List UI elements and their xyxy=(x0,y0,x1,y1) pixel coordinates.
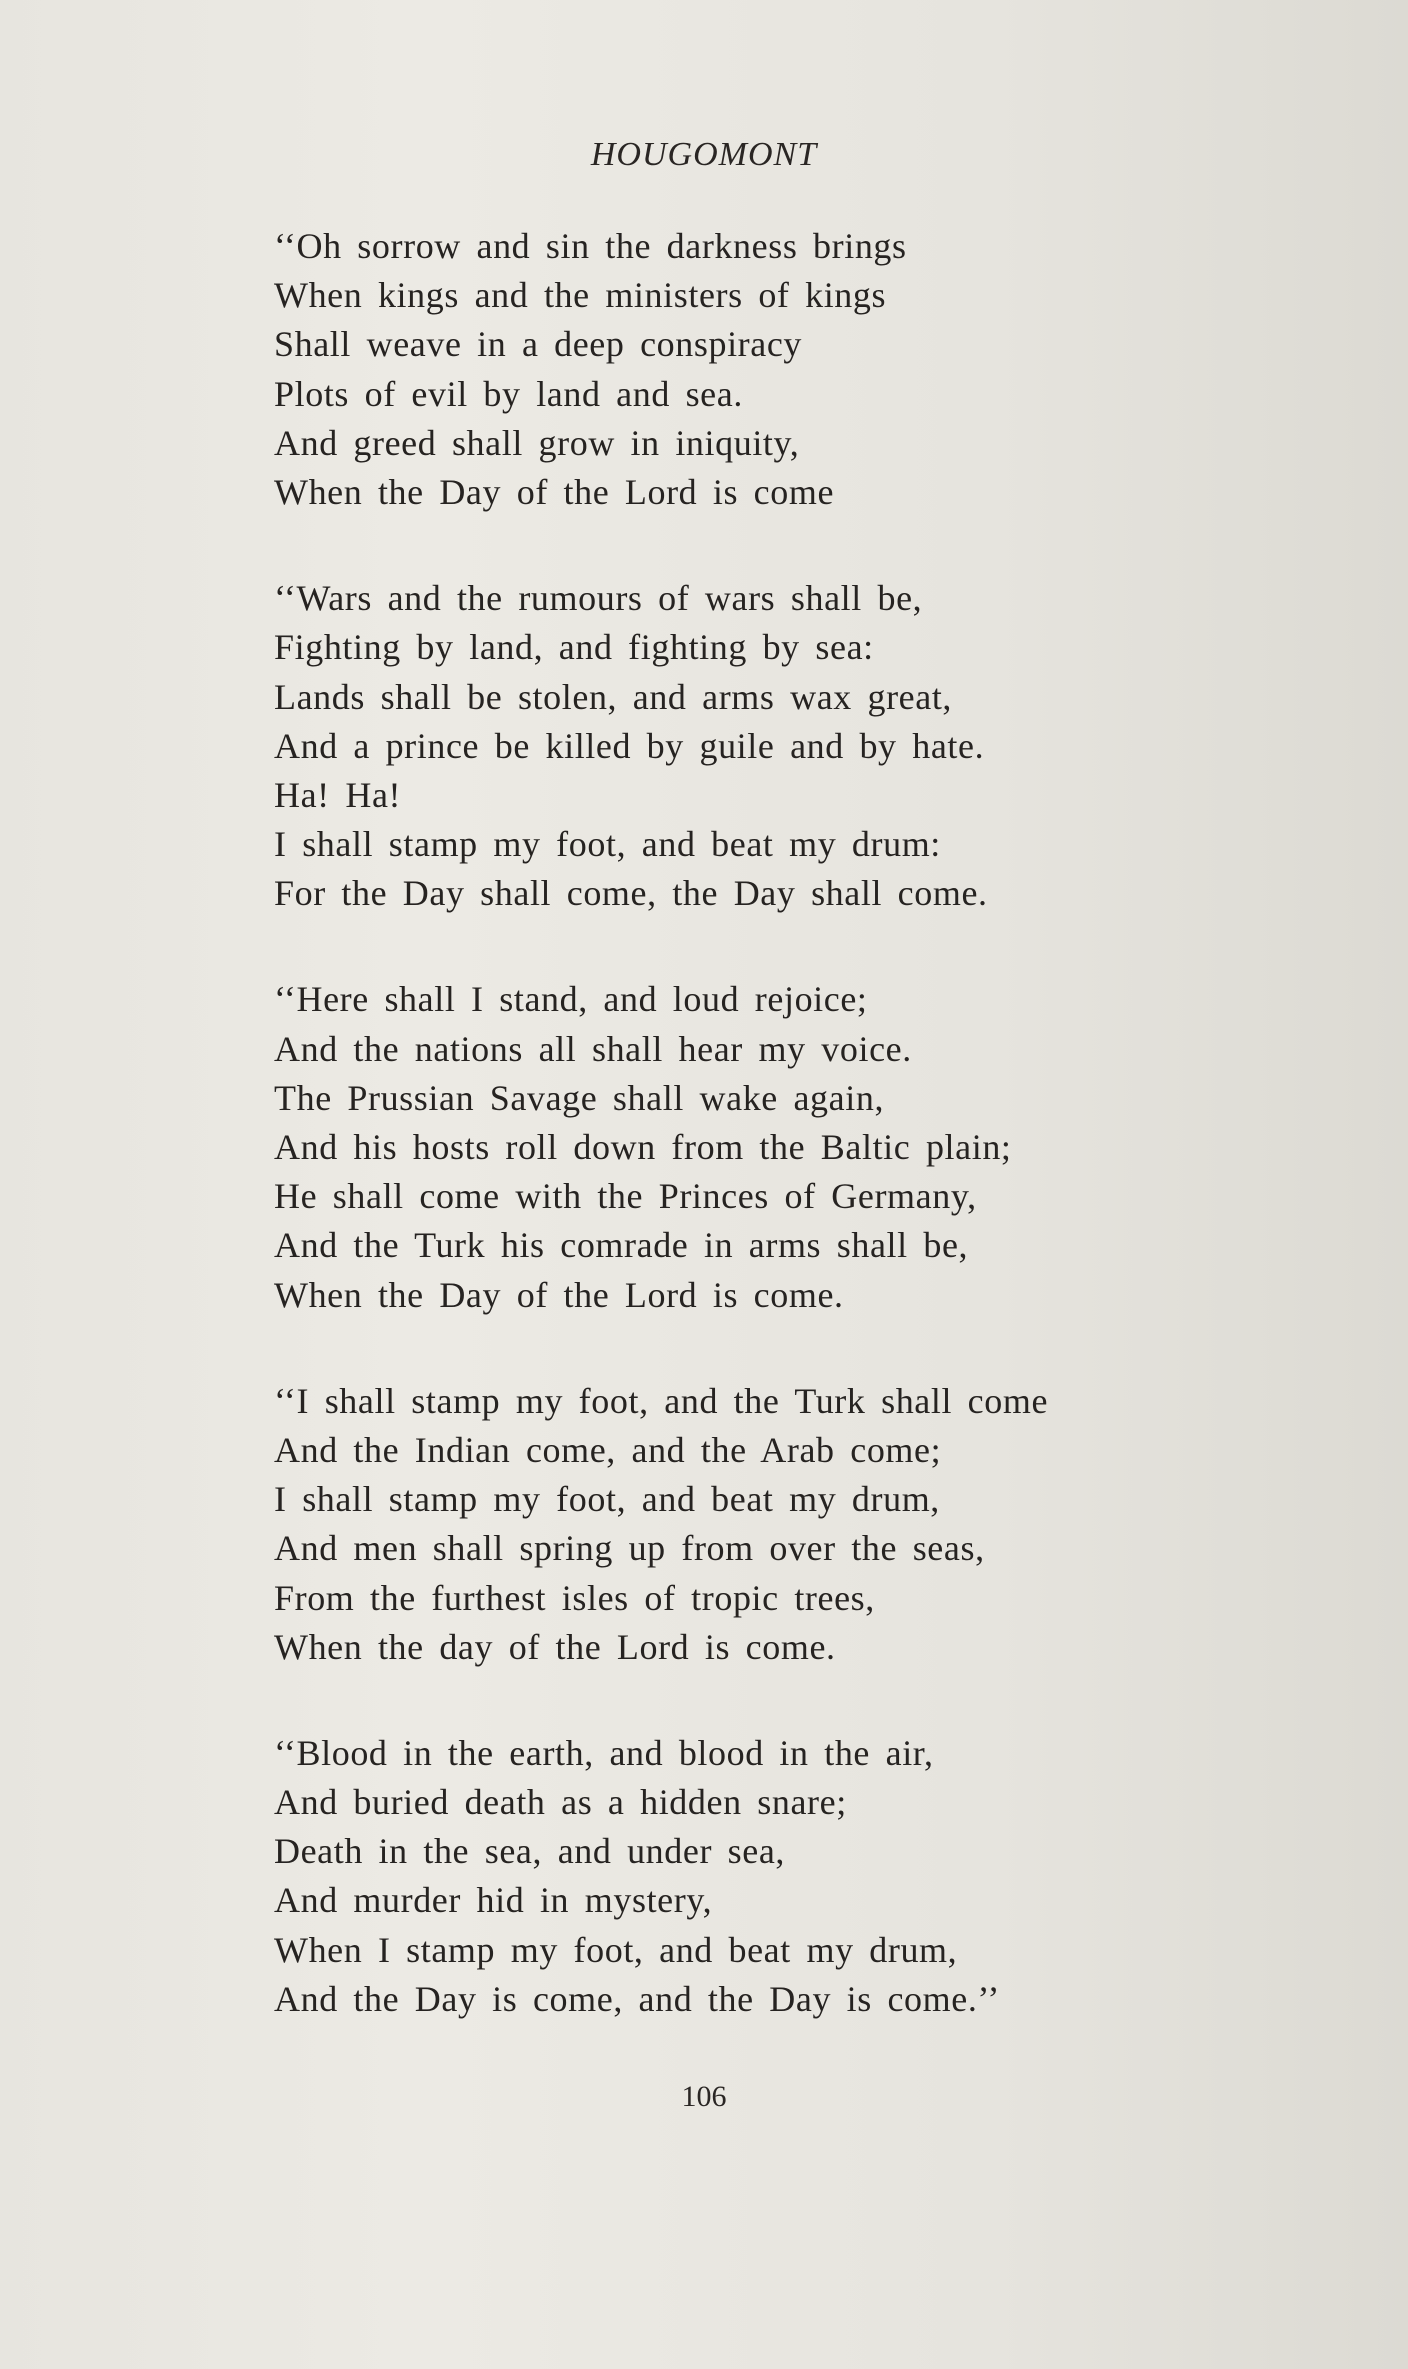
poem-line: And murder hid in mystery, xyxy=(274,1880,713,1921)
poem-line: And his hosts roll down from the Baltic plain; xyxy=(274,1127,1012,1167)
poem-line: Plots of evil by land and sea. xyxy=(274,373,743,414)
stanza xyxy=(274,1377,1274,1672)
poem-line: ‘‘Oh sorrow and sin the darkness brings xyxy=(274,226,907,266)
poem-line: I shall stamp my foot, and beat my drum, xyxy=(274,1479,940,1520)
poem-line: ‘‘Here shall I stand, and loud rejoice; xyxy=(274,979,868,1020)
poem-line: And a prince be killed by guile and by hate. xyxy=(274,725,985,766)
poem-line: And the Day is come, and the Day is come.’’ xyxy=(274,1978,1000,2019)
poem-body xyxy=(274,222,1274,2081)
poem-line: Lands shall be stolen, and arms wax great, xyxy=(274,676,953,717)
poem-line: ‘‘Wars and the rumours of wars shall be, xyxy=(274,578,923,619)
poem-line: I shall stamp my foot, and beat my drum: xyxy=(274,824,941,865)
poem-line: And the nations all shall hear my voice. xyxy=(274,1028,912,1069)
poem-line: For the Day shall come, the Day shall come. xyxy=(274,873,988,914)
poem-line: And the Turk his comrade in arms shall be, xyxy=(274,1225,969,1266)
poem-line: And buried death as a hidden snare; xyxy=(274,1782,847,1823)
poem-line: The Prussian Savage shall wake again, xyxy=(274,1077,885,1118)
poem-line: When the Day of the Lord is come xyxy=(274,471,835,512)
poem-line: When the day of the Lord is come. xyxy=(274,1626,836,1667)
poem-line: And men shall spring up from over the seas, xyxy=(274,1528,985,1569)
poem-line: When I stamp my foot, and beat my drum, xyxy=(274,1929,958,1970)
stanza xyxy=(274,975,1274,1319)
stanza xyxy=(274,222,1274,517)
poem-line: And the Indian come, and the Arab come; xyxy=(274,1429,942,1470)
page-number: 106 xyxy=(681,2080,727,2113)
poem-line: He shall come with the Princes of Germany, xyxy=(274,1176,977,1217)
poem-line: Ha! Ha! xyxy=(274,774,402,815)
poem-line: ‘‘I shall stamp my foot, and the Turk shall come xyxy=(274,1380,1049,1421)
running-title: HOUGOMONT xyxy=(590,136,818,173)
poem-line: When the Day of the Lord is come. xyxy=(274,1274,844,1315)
stanza xyxy=(274,574,1274,918)
poem-line: ‘‘Blood in the earth, and blood in the air, xyxy=(274,1732,934,1773)
stanza xyxy=(274,1729,1274,2024)
poem-line: Fighting by land, and fighting by sea: xyxy=(274,627,874,668)
poem-line: When kings and the ministers of kings xyxy=(274,275,887,316)
poem-line: Death in the sea, and under sea, xyxy=(274,1831,786,1872)
poem-line: And greed shall grow in iniquity, xyxy=(274,422,800,463)
poem-line: Shall weave in a deep conspiracy xyxy=(274,324,803,365)
poem-line: From the furthest isles of tropic trees, xyxy=(274,1577,875,1618)
